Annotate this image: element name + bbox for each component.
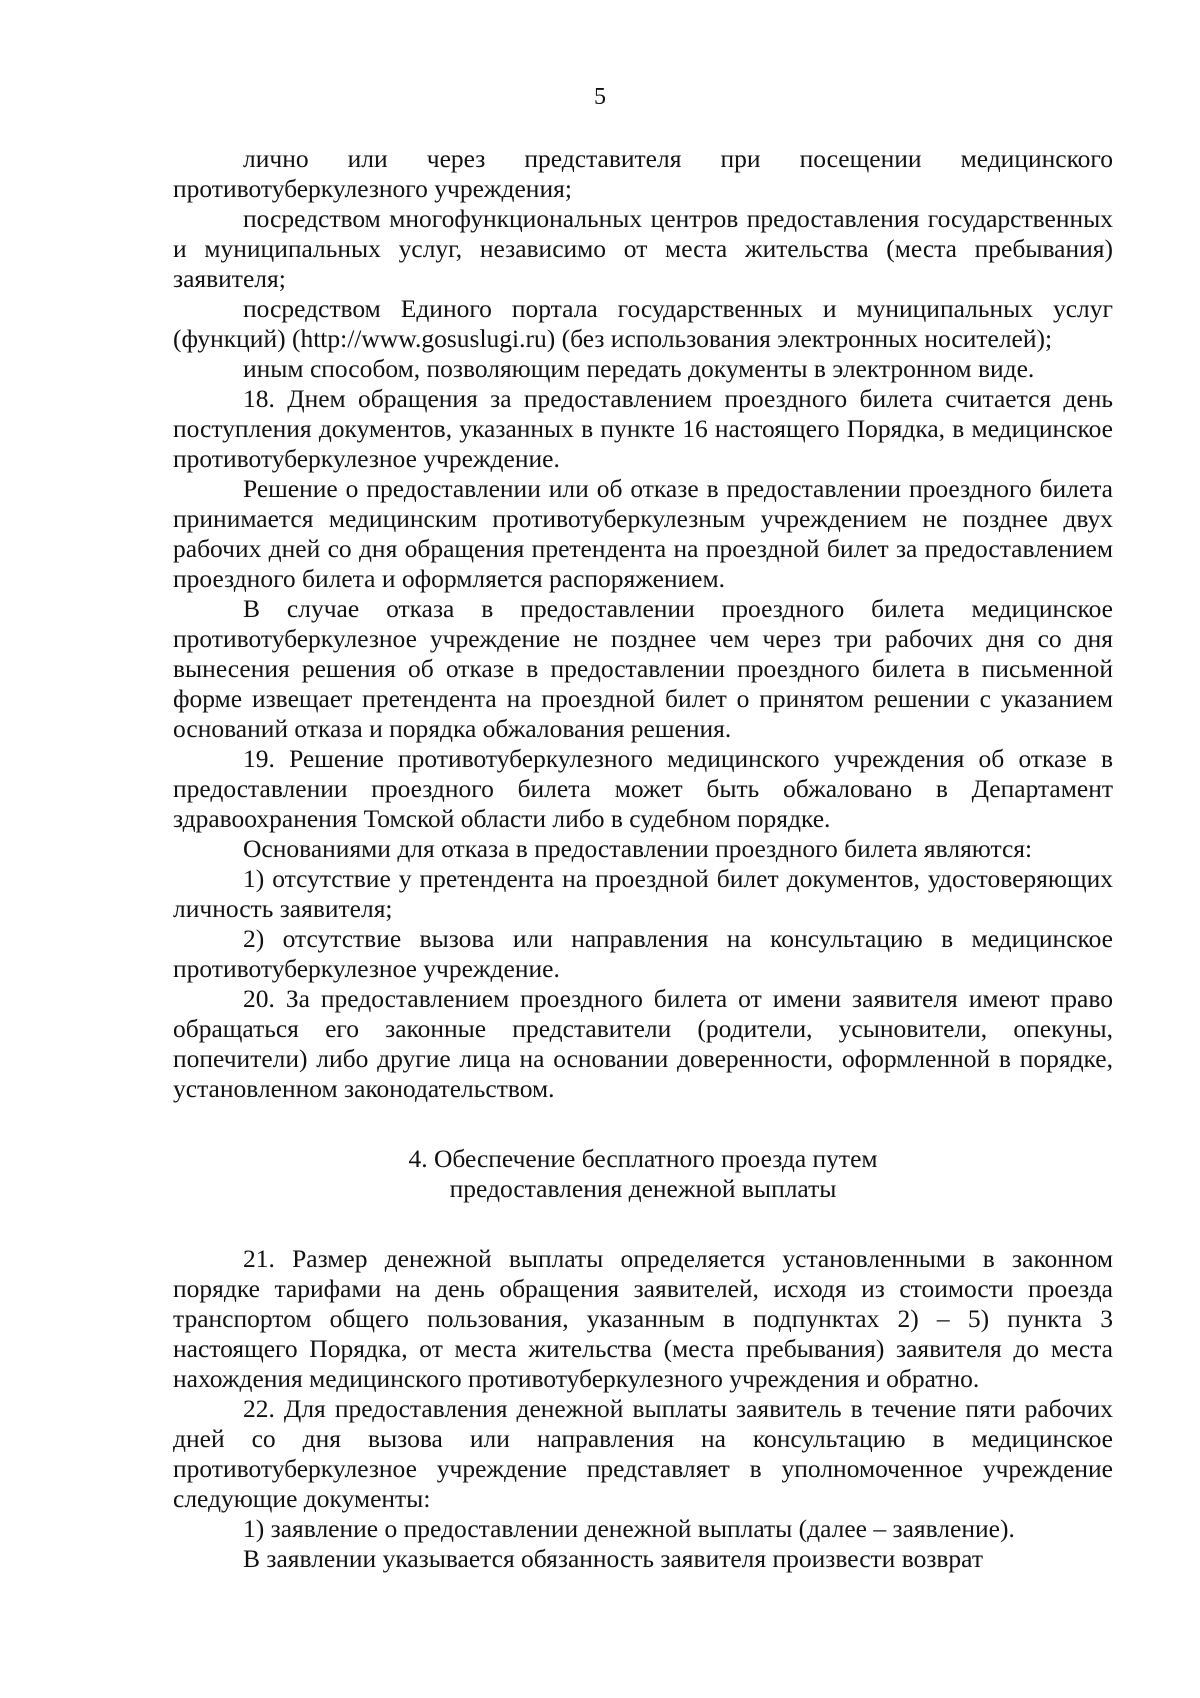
paragraph-document-1: 1) заявление о предоставлении денежной выплаты (далее – заявление). (243, 1514, 1015, 1543)
paragraph-submission-mfc: посредством многофункциональных центров предоставления государственных и муниципальных услуг, независимо от места жительства (места пребывания) заявителя; (173, 204, 1113, 293)
section-heading (173, 1144, 1113, 1204)
paragraph-refusal-notice: В случае отказа в предоставлении проездного билета медицинское противотуберкулезное учреждение не позднее чем через три рабочих дня со дня вынесения решения об отказе в предоставлении проездного билета в письменной форме извещает претендента на проездной билет о принятом решении с указанием оснований отказа и порядка обжалования решения. (173, 594, 1113, 743)
paragraph-item-18: 18. Днем обращения за предоставлением проездного билета считается день поступления документов, указанных в пункте 16 настоящего Порядка, в медицинское противотуберкулезное учреждение. (173, 384, 1113, 473)
section-heading-line-1: 4. Обеспечение бесплатного проезда путем (408, 1144, 878, 1173)
paragraph-item-19: 19. Решение противотуберкулезного медицинского учреждения об отказе в предоставлении проездного билета может быть обжаловано в Департамент здравоохранения Томской области либо в судебном порядке. (173, 744, 1113, 833)
paragraph-item-20: 20. За предоставлением проездного билета от имени заявителя имеют право обращаться его законные представители (родители, усыновители, опекуны, попечители) либо другие лица на основании доверенности, оформленной в порядке, установленном законодательством. (173, 984, 1113, 1103)
paragraph-ground-1: 1) отсутствие у претендента на проездной билет документов, удостоверяющих личность заявителя; (173, 864, 1113, 923)
paragraph-decision: Решение о предоставлении или об отказе в предоставлении проездного билета принимается медицинским противотуберкулезным учреждением не позднее двух рабочих дней со дня обращения претендента на проездной билет за предоставлением проездного билета и оформляется распоряжением. (173, 474, 1113, 593)
paragraph-submission-portal: посредством Единого портала государственных и муниципальных услуг (функций) (http://www.gosuslugi.ru) (без использования электронных носителей); (173, 294, 1113, 353)
paragraph-item-22: 22. Для предоставления денежной выплаты заявитель в течение пяти рабочих дней со дня вызова или направления на консультацию в медицинское противотуберкулезное учреждение представляет в уполномоченное учреждение следующие документы: (173, 1394, 1113, 1513)
section-heading-line-2: предоставления денежной выплаты (449, 1174, 837, 1203)
paragraph-item-21: 21. Размер денежной выплаты определяется установленными в законном порядке тарифами на день обращения заявителей, исходя из стоимости проезда транспортом общего пользования, указанным в подпунктах 2) – 5) пункта 3 настоящего Порядка, от места жительства (места пребывания) заявителя до места нахождения медицинского противотуберкулезного учреждения и обратно. (173, 1244, 1113, 1393)
paragraph-refusal-grounds: Основаниями для отказа в предоставлении проездного билета являются: (243, 834, 1033, 863)
document-body (173, 144, 1113, 1574)
paragraph-application-content: В заявлении указывается обязанность заявителя произвести возврат (243, 1544, 983, 1573)
page-number: 5 (594, 84, 606, 110)
paragraph-ground-2: 2) отсутствие вызова или направления на консультацию в медицинское противотуберкулезное учреждение. (173, 924, 1113, 983)
paragraph-submission-other: иным способом, позволяющим передать документы в электронном виде. (243, 354, 1035, 383)
paragraph-submission-in-person: лично или через представителя при посещении медицинского противотуберкулезного учреждения; (173, 144, 1113, 203)
